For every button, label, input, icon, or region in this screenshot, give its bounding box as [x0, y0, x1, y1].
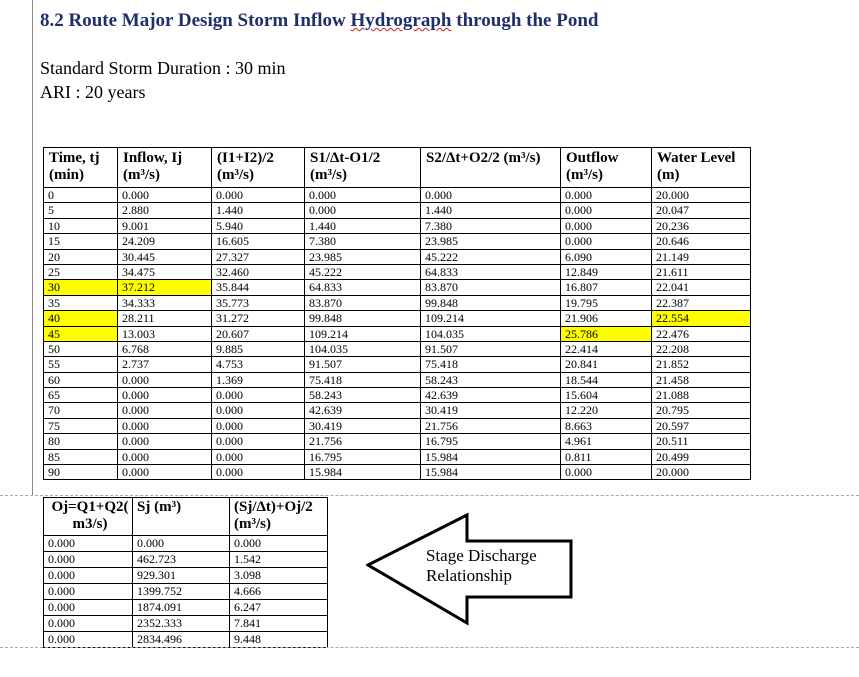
table-cell: 35 — [44, 295, 118, 310]
header-storage-indication: (Sj/Δt)+Oj/2 (m³/s) — [230, 498, 328, 536]
table-cell: 99.848 — [421, 295, 561, 310]
table-cell: 0.000 — [212, 188, 305, 203]
table-cell: 0.000 — [44, 568, 133, 584]
table-row — [44, 295, 751, 310]
table-cell: 4.666 — [230, 584, 328, 600]
table-cell: 20.047 — [652, 203, 751, 218]
table-cell: 0 — [44, 188, 118, 203]
table-cell: 58.243 — [305, 388, 421, 403]
table-cell: 64.833 — [421, 264, 561, 279]
table-row — [44, 388, 751, 403]
table-cell: 0.000 — [305, 203, 421, 218]
table-cell: 7.380 — [421, 218, 561, 233]
table-row — [44, 449, 751, 464]
table-cell: 0.000 — [561, 465, 652, 480]
table-cell: 40 — [44, 311, 118, 326]
title-spellcheck-word: Hydrograph — [350, 10, 452, 31]
table-row — [44, 403, 751, 418]
table-cell: 1399.752 — [133, 584, 230, 600]
table-cell: 0.000 — [230, 536, 328, 552]
table-cell: 0.000 — [118, 388, 212, 403]
table-row — [44, 465, 751, 480]
table-cell: 109.214 — [305, 326, 421, 341]
table-row — [44, 372, 751, 387]
table-row — [44, 568, 328, 584]
table-cell: 22.476 — [652, 326, 751, 341]
table-cell: 9.001 — [118, 218, 212, 233]
table-cell: 0.000 — [118, 418, 212, 433]
table-cell: 104.035 — [305, 341, 421, 356]
table-cell: 24.209 — [118, 234, 212, 249]
arrow-label-line1: Stage Discharge — [426, 546, 537, 565]
table-row — [44, 434, 751, 449]
table-cell: 20.000 — [652, 188, 751, 203]
table-cell: 58.243 — [421, 372, 561, 387]
table-cell: 20.236 — [652, 218, 751, 233]
table-cell: 83.870 — [421, 280, 561, 295]
page-break-line-bottom — [0, 647, 859, 648]
table-cell: 1.440 — [305, 218, 421, 233]
table-cell: 75.418 — [421, 357, 561, 372]
table-cell: 0.000 — [421, 188, 561, 203]
table-cell: 0.000 — [212, 403, 305, 418]
table-cell: 3.098 — [230, 568, 328, 584]
table-cell: 13.003 — [118, 326, 212, 341]
table-row — [44, 357, 751, 372]
storm-duration-text: Standard Storm Duration : 30 min — [40, 58, 286, 78]
table-row — [44, 616, 328, 632]
arrow-label — [426, 546, 537, 586]
table-cell: 70 — [44, 403, 118, 418]
table-cell: 20.499 — [652, 449, 751, 464]
table-cell: 25.786 — [561, 326, 652, 341]
table-cell: 91.507 — [305, 357, 421, 372]
table-cell: 15.984 — [305, 465, 421, 480]
table-cell: 21.906 — [561, 311, 652, 326]
table-cell: 20.646 — [652, 234, 751, 249]
table-cell: 15.984 — [421, 465, 561, 480]
table-cell: 0.000 — [212, 465, 305, 480]
table-cell: 21.756 — [421, 418, 561, 433]
table-cell: 75.418 — [305, 372, 421, 387]
table-cell: 0.000 — [44, 552, 133, 568]
table-cell: 6.090 — [561, 249, 652, 264]
table-row — [44, 584, 328, 600]
table-row — [44, 326, 751, 341]
table-cell: 6.768 — [118, 341, 212, 356]
header-avg-inflow: (I1+I2)/2 (m³/s) — [212, 148, 305, 188]
table-cell: 30 — [44, 280, 118, 295]
table-row — [44, 188, 751, 203]
table-cell: 22.414 — [561, 341, 652, 356]
table-cell: 5.940 — [212, 218, 305, 233]
arrow-label-line2: Relationship — [426, 566, 512, 585]
table-row — [44, 632, 328, 648]
table-cell: 35.844 — [212, 280, 305, 295]
routing-table-header-row — [44, 148, 751, 188]
table-row — [44, 552, 328, 568]
table-cell: 20.511 — [652, 434, 751, 449]
table-cell: 23.985 — [421, 234, 561, 249]
table-cell: 21.852 — [652, 357, 751, 372]
table-cell: 91.507 — [421, 341, 561, 356]
table-cell: 0.000 — [118, 465, 212, 480]
table-cell: 30.419 — [421, 403, 561, 418]
table-cell: 1.440 — [212, 203, 305, 218]
page-margin-line — [32, 0, 33, 496]
table-cell: 4.961 — [561, 434, 652, 449]
table-cell: 20.607 — [212, 326, 305, 341]
header-outflow-q: Oj=Q1+Q2( m3/s) — [44, 498, 133, 536]
table-cell: 16.795 — [305, 449, 421, 464]
table-cell: 0.000 — [44, 632, 133, 648]
table-cell: 21.611 — [652, 264, 751, 279]
table-cell: 22.554 — [652, 311, 751, 326]
table-cell: 8.663 — [561, 418, 652, 433]
table-cell: 5 — [44, 203, 118, 218]
table-cell: 2352.333 — [133, 616, 230, 632]
table-cell: 32.460 — [212, 264, 305, 279]
table-cell: 0.000 — [212, 418, 305, 433]
table-cell: 21.756 — [305, 434, 421, 449]
table-cell: 0.000 — [133, 536, 230, 552]
table-cell: 75 — [44, 418, 118, 433]
table-cell: 55 — [44, 357, 118, 372]
table-cell: 22.208 — [652, 341, 751, 356]
table-cell: 60 — [44, 372, 118, 387]
table-cell: 15.984 — [421, 449, 561, 464]
table-cell: 2834.496 — [133, 632, 230, 648]
table-cell: 12.220 — [561, 403, 652, 418]
table-cell: 929.301 — [133, 568, 230, 584]
table-cell: 0.000 — [561, 188, 652, 203]
table-cell: 50 — [44, 341, 118, 356]
table-cell: 20 — [44, 249, 118, 264]
title-prefix: 8.2 Route Major Design Storm Inflow — [40, 10, 351, 31]
table-cell: 64.833 — [305, 280, 421, 295]
table-cell: 42.639 — [421, 388, 561, 403]
table-cell: 0.000 — [44, 616, 133, 632]
stage-discharge-table — [43, 497, 328, 648]
table-cell: 0.811 — [561, 449, 652, 464]
table-cell: 0.000 — [561, 234, 652, 249]
routing-table — [43, 147, 751, 480]
table-cell: 85 — [44, 449, 118, 464]
header-water-level: Water Level (m) — [652, 148, 751, 188]
table-cell: 10 — [44, 218, 118, 233]
table-cell: 109.214 — [421, 311, 561, 326]
table-cell: 15 — [44, 234, 118, 249]
table-cell: 0.000 — [212, 449, 305, 464]
table-cell: 45.222 — [305, 264, 421, 279]
table-row — [44, 341, 751, 356]
table-cell: 90 — [44, 465, 118, 480]
table-row — [44, 218, 751, 233]
page-break-line — [0, 495, 859, 496]
table-cell: 0.000 — [44, 584, 133, 600]
table-cell: 0.000 — [561, 218, 652, 233]
table-row — [44, 203, 751, 218]
table-cell: 0.000 — [118, 372, 212, 387]
table-cell: 20.841 — [561, 357, 652, 372]
table-cell: 1.542 — [230, 552, 328, 568]
table-cell: 28.211 — [118, 311, 212, 326]
table-row — [44, 264, 751, 279]
header-storage-minus: S1/Δt-O1/2 (m³/s) — [305, 148, 421, 188]
table-cell: 21.088 — [652, 388, 751, 403]
table-cell: 19.795 — [561, 295, 652, 310]
table-cell: 34.333 — [118, 295, 212, 310]
table-cell: 45 — [44, 326, 118, 341]
table-cell: 16.605 — [212, 234, 305, 249]
table-row — [44, 536, 328, 552]
table-cell: 0.000 — [212, 434, 305, 449]
table-cell: 25 — [44, 264, 118, 279]
table-cell: 37.212 — [118, 280, 212, 295]
table-cell: 80 — [44, 434, 118, 449]
table-cell: 34.475 — [118, 264, 212, 279]
section-title — [40, 10, 598, 32]
header-outflow: Outflow (m³/s) — [561, 148, 652, 188]
header-storage-s: Sj (m³) — [133, 498, 230, 536]
table-cell: 0.000 — [118, 403, 212, 418]
table-cell: 45.222 — [421, 249, 561, 264]
table-cell: 0.000 — [118, 449, 212, 464]
table-cell: 42.639 — [305, 403, 421, 418]
table-cell: 20.795 — [652, 403, 751, 418]
table-row — [44, 418, 751, 433]
table-cell: 99.848 — [305, 311, 421, 326]
stage-discharge-header-row — [44, 498, 328, 536]
table-cell: 7.841 — [230, 616, 328, 632]
table-row — [44, 600, 328, 616]
header-inflow: Inflow, Ij (m³/s) — [118, 148, 212, 188]
title-suffix: through the Pond — [451, 10, 599, 31]
table-cell: 21.458 — [652, 372, 751, 387]
table-cell: 0.000 — [561, 203, 652, 218]
table-cell: 9.448 — [230, 632, 328, 648]
table-cell: 0.000 — [212, 388, 305, 403]
table-cell: 16.807 — [561, 280, 652, 295]
table-cell: 15.604 — [561, 388, 652, 403]
table-cell: 20.597 — [652, 418, 751, 433]
table-cell: 22.387 — [652, 295, 751, 310]
table-cell: 1.369 — [212, 372, 305, 387]
ari-text: ARI : 20 years — [40, 82, 146, 102]
table-cell: 0.000 — [44, 600, 133, 616]
table-cell: 2.880 — [118, 203, 212, 218]
table-row — [44, 311, 751, 326]
table-cell: 30.445 — [118, 249, 212, 264]
table-cell: 18.544 — [561, 372, 652, 387]
table-row — [44, 249, 751, 264]
table-cell: 0.000 — [305, 188, 421, 203]
table-cell: 22.041 — [652, 280, 751, 295]
table-cell: 0.000 — [118, 434, 212, 449]
header-storage-plus: S2/Δt+O2/2 (m³/s) — [421, 148, 561, 188]
table-cell: 83.870 — [305, 295, 421, 310]
table-cell: 27.327 — [212, 249, 305, 264]
table-cell: 462.723 — [133, 552, 230, 568]
table-cell: 7.380 — [305, 234, 421, 249]
table-cell: 21.149 — [652, 249, 751, 264]
table-cell: 104.035 — [421, 326, 561, 341]
table-cell: 0.000 — [118, 188, 212, 203]
table-cell: 65 — [44, 388, 118, 403]
table-cell: 16.795 — [421, 434, 561, 449]
table-cell: 12.849 — [561, 264, 652, 279]
table-cell: 1874.091 — [133, 600, 230, 616]
table-cell: 31.272 — [212, 311, 305, 326]
table-cell: 20.000 — [652, 465, 751, 480]
table-cell: 30.419 — [305, 418, 421, 433]
table-cell: 1.440 — [421, 203, 561, 218]
table-cell: 23.985 — [305, 249, 421, 264]
table-row — [44, 280, 751, 295]
table-cell: 9.885 — [212, 341, 305, 356]
table-cell: 35.773 — [212, 295, 305, 310]
table-cell: 4.753 — [212, 357, 305, 372]
header-time: Time, tj (min) — [44, 148, 118, 188]
table-cell: 2.737 — [118, 357, 212, 372]
table-row — [44, 234, 751, 249]
table-cell: 6.247 — [230, 600, 328, 616]
table-cell: 0.000 — [44, 536, 133, 552]
